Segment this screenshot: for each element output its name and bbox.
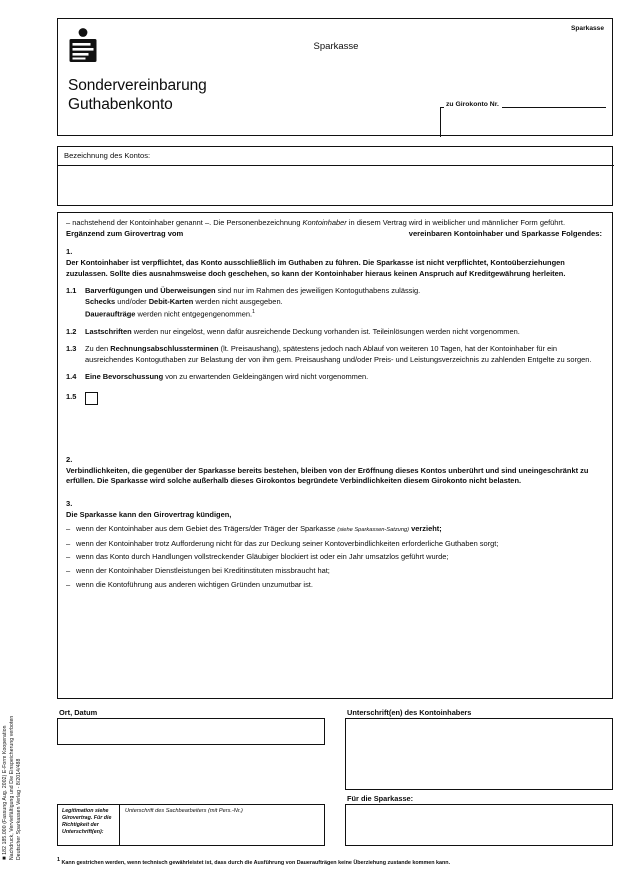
list-item: – wenn der Kontoinhaber Dienstleistungen bei Kreditinstituten missbraucht hat; xyxy=(66,566,330,576)
list-item: – wenn das Konto durch Handlungen vollstreckender Gläubiger blockiert ist oder ein Jahr umsatzlos geführt wurde; xyxy=(66,552,449,562)
side-legal-line-3: Deutscher Sparkassen Verlag - 8/2014/488 xyxy=(16,758,23,860)
side-legal-strip xyxy=(2,520,26,870)
section-1-lead: Der Kontoinhaber ist verpflichtet, das Konto ausschließlich im Guthaben zu führen. Die Sparkasse ist nicht verpflichtet, Kontoüberziehungen zuzulassen. Sollte dies ausnahmsweise doch geschehen, so kann der Kontoinhaber hieraus keinen Anspruch auf Kreditgewährung herleiten. xyxy=(66,258,566,278)
intro-italic-term: Kontoinhaber xyxy=(302,218,347,227)
footnote-text: Kann gestrichen werden, wenn technisch gewährleistet ist, dass durch die Ausführung von Daueraufträgen keine Überziehung zustande kommen kann. xyxy=(61,859,451,866)
section-1-4: 1.4 Eine Bevorschussung von zu erwartenden Geldeingängen wird nicht vorgenommen. xyxy=(66,372,369,382)
section-1-3: 1.3 Zu den Rechnungsabschlussterminen (lt. Preisaushang), spätestens jedoch nach Ablauf von weiteren 10 Tagen, hat der Kontoinhaber für ein ausreichendes Kontoguthaben zur Belastung der von ihm gem. Preisaushang und/oder Preis- und Leistungsverzeichnis zu zahlenden Entgelte zu sorgen. xyxy=(66,344,592,364)
supplement-left-label: Ergänzend zum Girovertrag vom xyxy=(66,229,184,239)
dash-icon: – xyxy=(66,580,71,590)
giro-account-number-label: zu Girokonto Nr. xyxy=(444,101,502,108)
legitimation-label: Legitimation siehe Girovertrag. Für die Richtigkeit der Unterschrift(en): xyxy=(58,805,120,845)
section-1-1-line-3: Daueraufträge werden nicht entgegengenommen.$^1$ xyxy=(85,309,256,319)
section-1-3-number: 1.3 xyxy=(66,344,77,354)
list-item: – wenn der Kontoinhaber aus dem Gebiet des Trägers/der Träger der Sparkasse (siehe Sparkassen-Satzung) verzieht; xyxy=(66,524,604,535)
section-3-number: 3. xyxy=(66,498,73,508)
section-1-number: 1. xyxy=(66,247,73,257)
list-item: – wenn der Kontoinhaber trotz Aufforderung nicht für das zur Deckung seiner Kontoverbindlichkeiten erforderliche Guthaben sorgt; xyxy=(66,538,499,548)
section-1-4-number: 1.4 xyxy=(66,372,77,382)
section-3-bullet-list xyxy=(66,524,604,591)
form-title-line-2: Guthabenkonto xyxy=(68,95,173,113)
dash-icon: – xyxy=(66,538,71,548)
footnote xyxy=(57,856,613,867)
legitimation-box xyxy=(57,804,325,846)
section-1-2: 1.2 Lastschriften werden nur eingelöst, wenn dafür ausreichende Deckung vorhanden ist. Teileinlösungen werden nicht vorgenommen. xyxy=(66,326,520,336)
section-1-2-number: 1.2 xyxy=(66,326,77,336)
list-item: – wenn die Kontoführung aus anderen wichtigen Gründen unzumutbar ist. xyxy=(66,580,313,590)
fuer-die-sparkasse-input[interactable] xyxy=(345,804,613,846)
account-designation-input[interactable] xyxy=(58,166,614,206)
sachbearbeiter-label: Unterschrift des Sachbearbeiters (mit Pers.-Nr.) xyxy=(125,808,243,814)
section-3-heading: Die Sparkasse kann den Girovertrag kündigen, xyxy=(66,509,232,519)
fuer-die-sparkasse-label: Für die Sparkasse: xyxy=(347,794,414,803)
footnote-number: 1 xyxy=(57,857,60,863)
intro-paragraph xyxy=(66,218,604,228)
intro-text-tail: in diesem Vertrag wird in weiblicher und männlicher Form geführt. xyxy=(346,218,566,227)
signature-input[interactable] xyxy=(345,718,613,790)
side-legal-line-2: Nachdruck, Vervielfältigung und Die Einspeicherung verboten xyxy=(9,715,16,860)
ort-datum-input[interactable] xyxy=(57,718,325,745)
sachbearbeiter-field[interactable] xyxy=(120,805,324,845)
form-title-line-1: Sondervereinbarung xyxy=(68,77,207,94)
section-1-1-number: 1.1 xyxy=(66,286,77,296)
account-designation-label: Bezeichnung des Kontos: xyxy=(64,151,151,160)
section-2-number: 2. xyxy=(66,454,73,464)
form-sheet xyxy=(57,18,613,873)
section-1-5 xyxy=(66,392,604,405)
section-2-text: Verbindlichkeiten, die gegenüber der Sparkasse bereits bestehen, bleiben von der Eröffnung dieses Kontos unberührt und sind uneingeschränkt zu erfüllen. Die Sparkasse wird solche außerhalb dieses Girokontos begründete Verbindlichkeiten diesem Girokonto nicht belasten. xyxy=(66,465,589,486)
satzung-note: (siehe Sparkassen-Satzung) xyxy=(337,526,410,533)
section-1-1 xyxy=(66,286,604,320)
page-title xyxy=(68,77,207,114)
dash-icon: – xyxy=(66,552,71,562)
square-bullet-icon: ■ xyxy=(2,856,8,860)
brand-name-center: Sparkasse xyxy=(313,41,359,52)
contract-body xyxy=(57,212,613,699)
account-designation-box xyxy=(57,146,613,206)
section-1-1-line-1: Barverfügungen und Überweisungen sind nur im Rahmen des jeweiligen Kontoguthabens zulässig. xyxy=(85,286,421,296)
giro-account-number-field[interactable] xyxy=(440,107,606,137)
supplement-right-label: vereinbaren Kontoinhaber und Sparkasse Folgendes: xyxy=(408,229,602,239)
signature-label: Unterschrift(en) des Kontoinhabers xyxy=(347,708,472,717)
dash-icon: – xyxy=(66,566,71,576)
ort-datum-label: Ort, Datum xyxy=(59,708,98,717)
intro-text-head: – nachstehend der Kontoinhaber genannt –. Die Personenbezeichnung xyxy=(66,218,303,227)
supplement-row xyxy=(66,229,604,238)
dash-icon: – xyxy=(66,523,71,533)
footnote-marker: 1 xyxy=(252,309,256,316)
brand-name-corner: Sparkasse xyxy=(571,25,604,32)
section-1-5-checkbox[interactable] xyxy=(85,392,98,405)
form-header xyxy=(57,18,613,136)
side-legal-line-1: ■ 182 185.000 (Fassung Aug. 2002) E-Form Kooperation xyxy=(2,725,8,860)
section-1-1-line-2: Schecks und/oder Debit-Karten werden nicht ausgegeben. xyxy=(85,296,283,306)
section-1-5-number: 1.5 xyxy=(66,391,77,401)
